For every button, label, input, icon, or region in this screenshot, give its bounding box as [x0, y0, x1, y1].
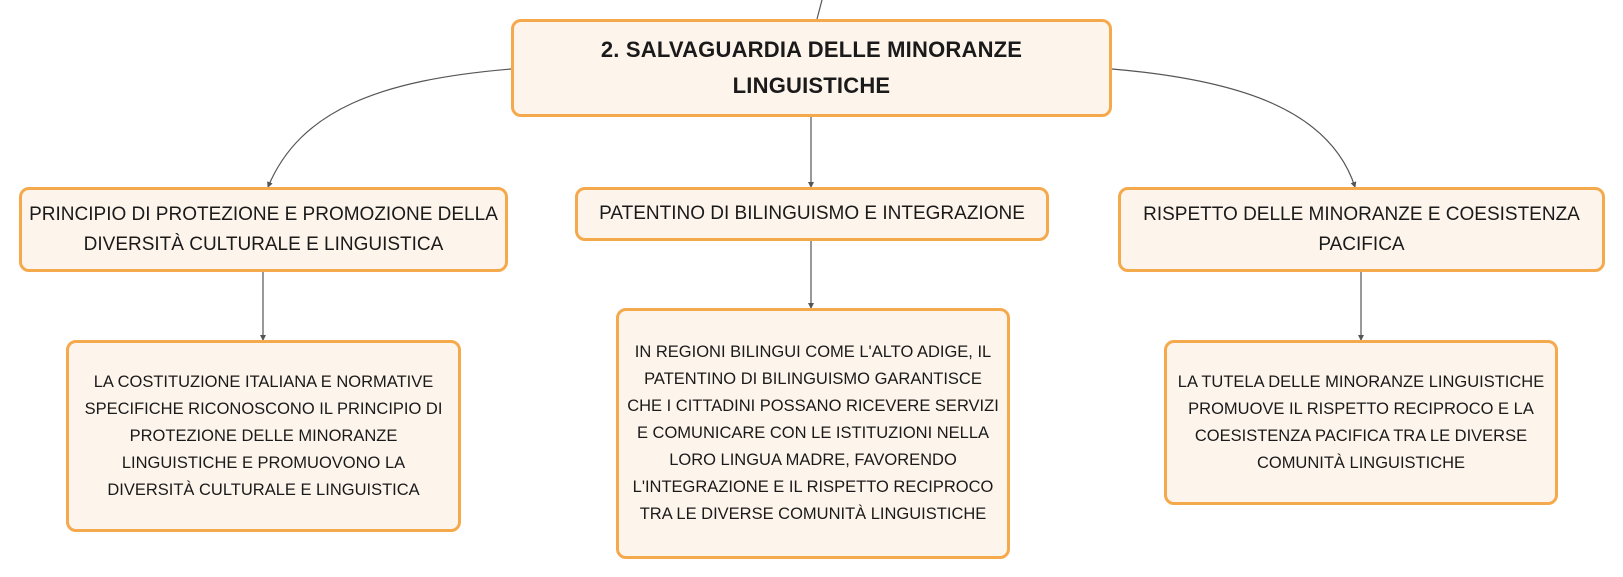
connector-root-to-right: [1112, 69, 1355, 187]
root-node-title: 2. SALVAGUARDIA DELLE MINORANZE LINGUISTICHE: [600, 37, 1023, 98]
branch-node-label: RISPETTO DELLE MINORANZE E COESISTENZA PACIFICA: [1143, 203, 1580, 255]
branch-node-label: PATENTINO DI BILINGUISMO E INTEGRAZIONE: [599, 203, 1025, 224]
detail-node-protection-principle[interactable]: [66, 340, 461, 532]
branch-node-label: PRINCIPIO DI PROTEZIONE E PROMOZIONE DELLA DIVERSITÀ CULTURALE E LINGUISTICA: [29, 203, 498, 255]
root-node[interactable]: [511, 19, 1112, 117]
branch-node-minority-respect[interactable]: [1118, 187, 1605, 272]
connector-incoming: [817, 0, 822, 19]
detail-node-bilingualism-license[interactable]: [616, 308, 1010, 559]
detail-node-minority-respect[interactable]: [1164, 340, 1558, 505]
detail-node-text: IN REGIONI BILINGUI COME L'ALTO ADIGE, IL PATENTINO DI BILINGUISMO GARANTISCE CHE I CITTADINI POSSANO RICEVERE SERVIZI E COMUNICARE CON LE ISTITUZIONI NELLA LORO LINGUA MADRE, FAVORENDO L'INTEGRAZIONE E IL RISPETTO RECIPROCO TRA LE DIVERSE COMUNITÀ LINGUISTICHE: [627, 343, 999, 523]
branch-node-protection-principle[interactable]: [19, 187, 508, 272]
connector-root-to-left: [268, 69, 511, 187]
detail-node-text: LA TUTELA DELLE MINORANZE LINGUISTICHE PROMUOVE IL RISPETTO RECIPROCO E LA COESISTENZA PACIFICA TRA LE DIVERSE COMUNITÀ LINGUISTICHE: [1177, 372, 1545, 472]
detail-node-text: LA COSTITUZIONE ITALIANA E NORMATIVE SPECIFICHE RICONOSCONO IL PRINCIPIO DI PROTEZIONE DELLE MINORANZE LINGUISTICHE E PROMUOVONO LA DIVERSITÀ CULTURALE E LINGUISTICA: [84, 372, 443, 499]
branch-node-bilingualism-license[interactable]: [575, 187, 1049, 241]
